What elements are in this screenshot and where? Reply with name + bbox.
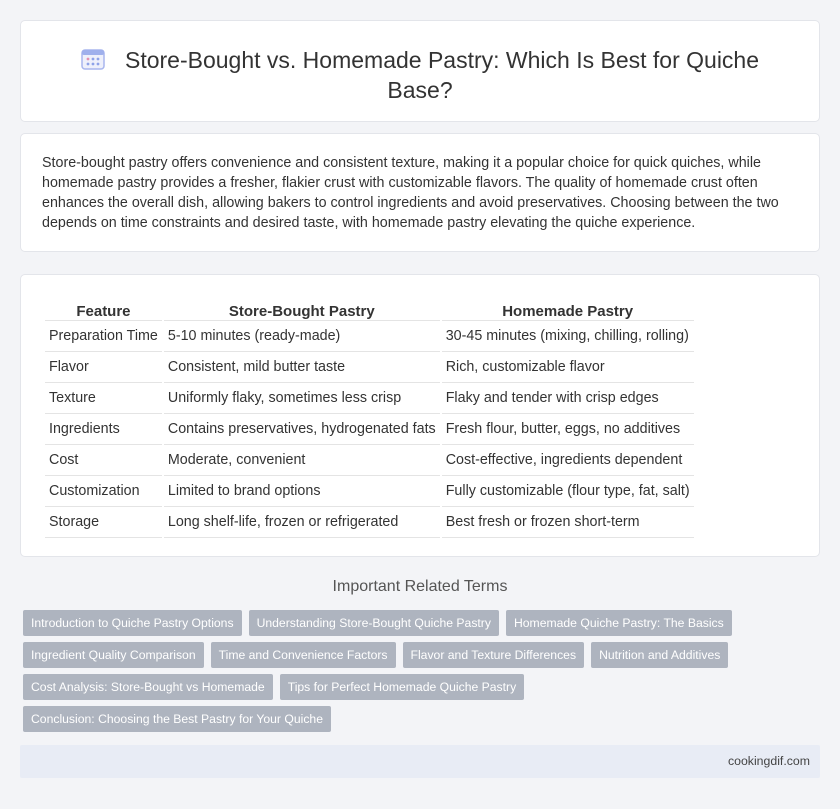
header-card: [20, 20, 820, 122]
store-bought-cell: Consistent, mild butter taste: [164, 352, 440, 383]
table-row: [45, 476, 694, 507]
tag-row: [23, 674, 813, 700]
homemade-cell: 30-45 minutes (mixing, chilling, rolling): [442, 321, 694, 352]
related-term-tag[interactable]: Homemade Quiche Pastry: The Basics: [506, 610, 732, 636]
related-term-tag[interactable]: Tips for Perfect Homemade Quiche Pastry: [280, 674, 525, 700]
table-row: [45, 352, 694, 383]
related-term-tag[interactable]: Flavor and Texture Differences: [403, 642, 585, 668]
homemade-cell: Cost-effective, ingredients dependent: [442, 445, 694, 476]
homemade-cell: Fresh flour, butter, eggs, no additives: [442, 414, 694, 445]
feature-cell: Customization: [45, 476, 162, 507]
column-header-homemade: Homemade Pastry: [442, 293, 694, 321]
table-row: [45, 445, 694, 476]
site-name[interactable]: cookingdif.com: [727, 754, 810, 768]
tag-row: [23, 610, 813, 636]
feature-cell: Preparation Time: [45, 321, 162, 352]
store-bought-cell: Uniformly flaky, sometimes less crisp: [164, 383, 440, 414]
feature-cell: Texture: [45, 383, 162, 414]
homemade-cell: Rich, customizable flavor: [442, 352, 694, 383]
homemade-cell: Flaky and tender with crisp edges: [442, 383, 694, 414]
table-row: [45, 414, 694, 445]
feature-cell: Storage: [45, 507, 162, 538]
related-term-tag[interactable]: Introduction to Quiche Pastry Options: [23, 610, 242, 636]
related-terms-heading: Important Related Terms: [332, 578, 508, 595]
calendar-icon: [81, 48, 105, 70]
tag-row: [23, 642, 813, 668]
related-terms-list: [23, 610, 813, 738]
intro-paragraph: Store-bought pastry offers convenience and consistent texture, making it a popular choice for quick quiches, while homemade pastry provides a fresher, flakier crust with customizable flavors. The quality of homemade crust often enhances the overall dish, allowing bakers to control ingredients and avoid preservatives. Choosing between the two depends on time constraints and desired taste, with homemade pastry elevating the quiche experience.: [42, 155, 779, 231]
store-bought-cell: 5-10 minutes (ready-made): [164, 321, 440, 352]
homemade-cell: Best fresh or frozen short-term: [442, 507, 694, 538]
store-bought-cell: Limited to brand options: [164, 476, 440, 507]
column-header-feature: Feature: [45, 293, 162, 321]
homemade-cell: Fully customizable (flour type, fat, salt): [442, 476, 694, 507]
page-title-text: Store-Bought vs. Homemade Pastry: Which Is Best for Quiche Base?: [124, 47, 760, 103]
feature-cell: Cost: [45, 445, 162, 476]
related-term-tag[interactable]: Nutrition and Additives: [591, 642, 728, 668]
related-term-tag[interactable]: Time and Convenience Factors: [211, 642, 396, 668]
table-header-row: [45, 293, 694, 321]
feature-cell: Flavor: [45, 352, 162, 383]
related-term-tag[interactable]: Conclusion: Choosing the Best Pastry for Your Quiche: [23, 706, 331, 732]
table-row: [45, 383, 694, 414]
intro-card: [20, 133, 820, 252]
feature-cell: Ingredients: [45, 414, 162, 445]
store-bought-cell: Contains preservatives, hydrogenated fats: [164, 414, 440, 445]
comparison-table: [43, 293, 696, 538]
table-row: [45, 507, 694, 538]
page-title: [61, 45, 779, 105]
table-row: [45, 321, 694, 352]
store-bought-cell: Moderate, convenient: [164, 445, 440, 476]
column-header-store-bought: Store-Bought Pastry: [164, 293, 440, 321]
related-term-tag[interactable]: Understanding Store-Bought Quiche Pastry: [249, 610, 499, 636]
related-term-tag[interactable]: Cost Analysis: Store-Bought vs Homemade: [23, 674, 273, 700]
comparison-card: [20, 274, 820, 557]
tag-row: [23, 706, 813, 732]
footer: [20, 745, 820, 778]
store-bought-cell: Long shelf-life, frozen or refrigerated: [164, 507, 440, 538]
related-term-tag[interactable]: Ingredient Quality Comparison: [23, 642, 204, 668]
